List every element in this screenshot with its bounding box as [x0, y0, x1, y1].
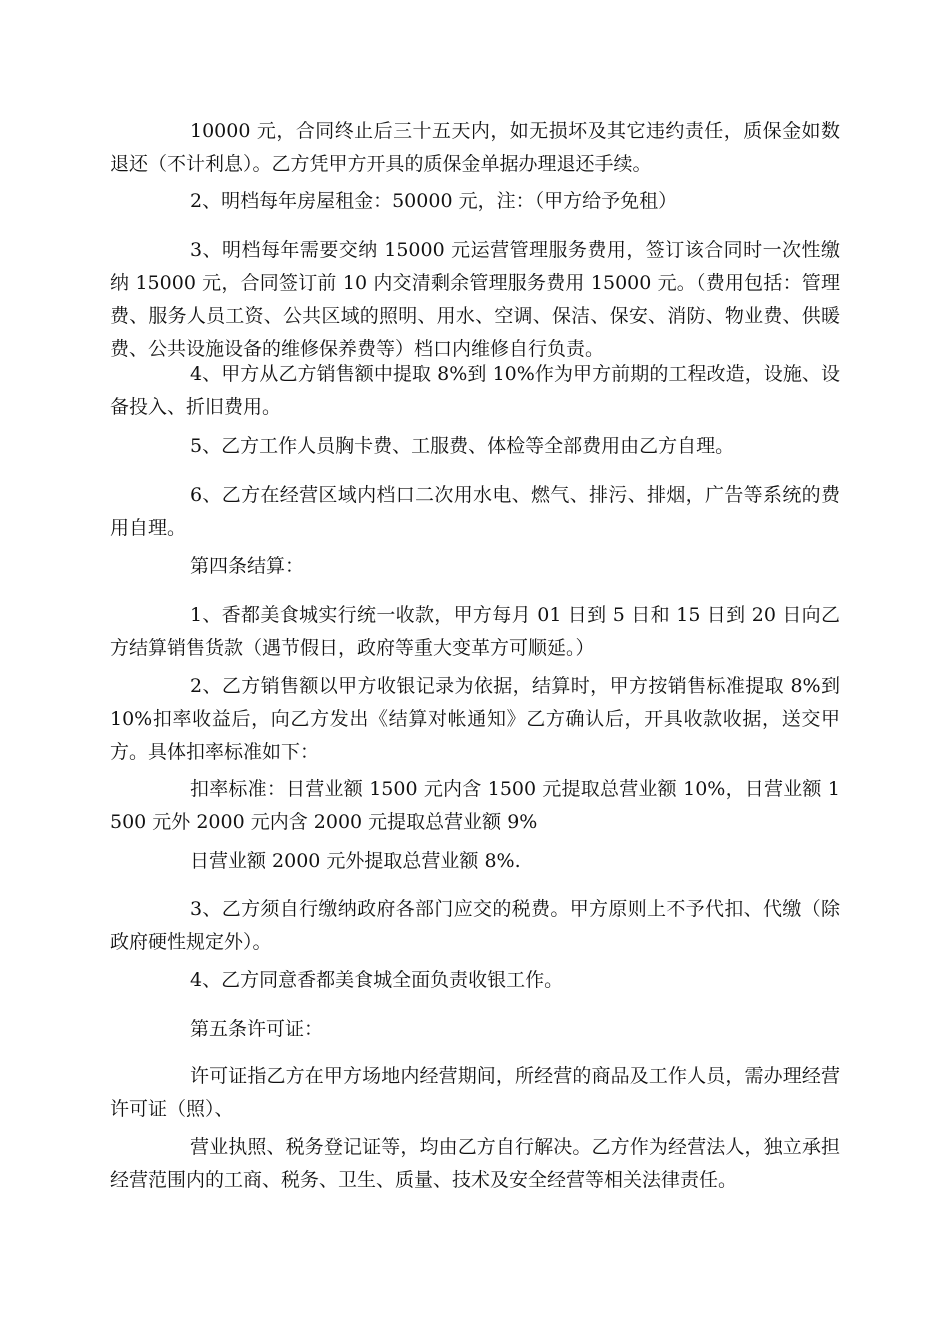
paragraph-license-responsibility: 营业执照、税务登记证等，均由乙方自行解决。乙方作为经营法人，独立承担经营范围内的工商、税务、卫生、质量、技术及安全经营等相关法律责任。	[110, 1136, 840, 1191]
paragraph-sales-commission: 4、甲方从乙方销售额中提取 8%到 10%作为甲方前期的工程改造，设施、设备投入、折旧费用。	[110, 363, 840, 418]
paragraph-staff-fees: 5、乙方工作人员胸卡费、工服费、体检等全部费用由乙方自理。	[190, 435, 735, 457]
paragraph-deposit-refund: 10000 元，合同终止后三十五天内，如无损坏及其它违约责任，质保金如数退还（不计利息）。乙方凭甲方开具的质保金单据办理退还手续。	[110, 120, 840, 175]
paragraph-rate-over-2000: 日营业额 2000 元外提取总营业额 8%.	[190, 850, 521, 872]
paragraph-taxes: 3、乙方须自行缴纳政府各部门应交的税费。甲方原则上不予代扣、代缴（除政府硬性规定外）。	[110, 898, 840, 953]
paragraph-annual-rent: 2、明档每年房屋租金：50000 元，注：（甲方给予免租）	[190, 190, 678, 212]
paragraph-management-fee: 3、明档每年需要交纳 15000 元运营管理服务费用，签订该合同时一次性缴纳 15000 元，合同签订前 10 内交清剩余管理服务费用 15000 元。（费用包括：管理费、服务人员工资、公共区域的照明、用水、空调、保洁、保安、消防、物业费、供暖费、公共设施设备的维修保养费等）档口内维修自行负责。	[110, 239, 840, 360]
paragraph-rate-standard: 扣率标准：日营业额 1500 元内含 1500 元提取总营业额 10%，日营业额 1500 元外 2000 元内含 2000 元提取总营业额 9%	[110, 778, 840, 833]
paragraph-unified-collection: 1、香都美食城实行统一收款，甲方每月 01 日到 5 日和 15 日到 20 日向乙方结算销售货款（遇节假日，政府等重大变革方可顺延。）	[110, 604, 840, 659]
paragraph-utilities: 6、乙方在经营区域内档口二次用水电、燃气、排污、排烟，广告等系统的费用自理。	[110, 484, 840, 539]
section-heading-license: 第五条许可证：	[190, 1018, 324, 1040]
paragraph-license-definition: 许可证指乙方在甲方场地内经营期间，所经营的商品及工作人员，需办理经营许可证（照）、	[110, 1065, 840, 1120]
paragraph-settlement-process: 2、乙方销售额以甲方收银记录为依据，结算时，甲方按销售标准提取 8%到 10%扣率收益后，向乙方发出《结算对帐通知》乙方确认后，开具收款收据，送交甲方。具体扣率标准如下：	[110, 675, 840, 763]
paragraph-cashier: 4、乙方同意香都美食城全面负责收银工作。	[190, 969, 564, 991]
section-heading-settlement: 第四条结算：	[190, 555, 305, 577]
